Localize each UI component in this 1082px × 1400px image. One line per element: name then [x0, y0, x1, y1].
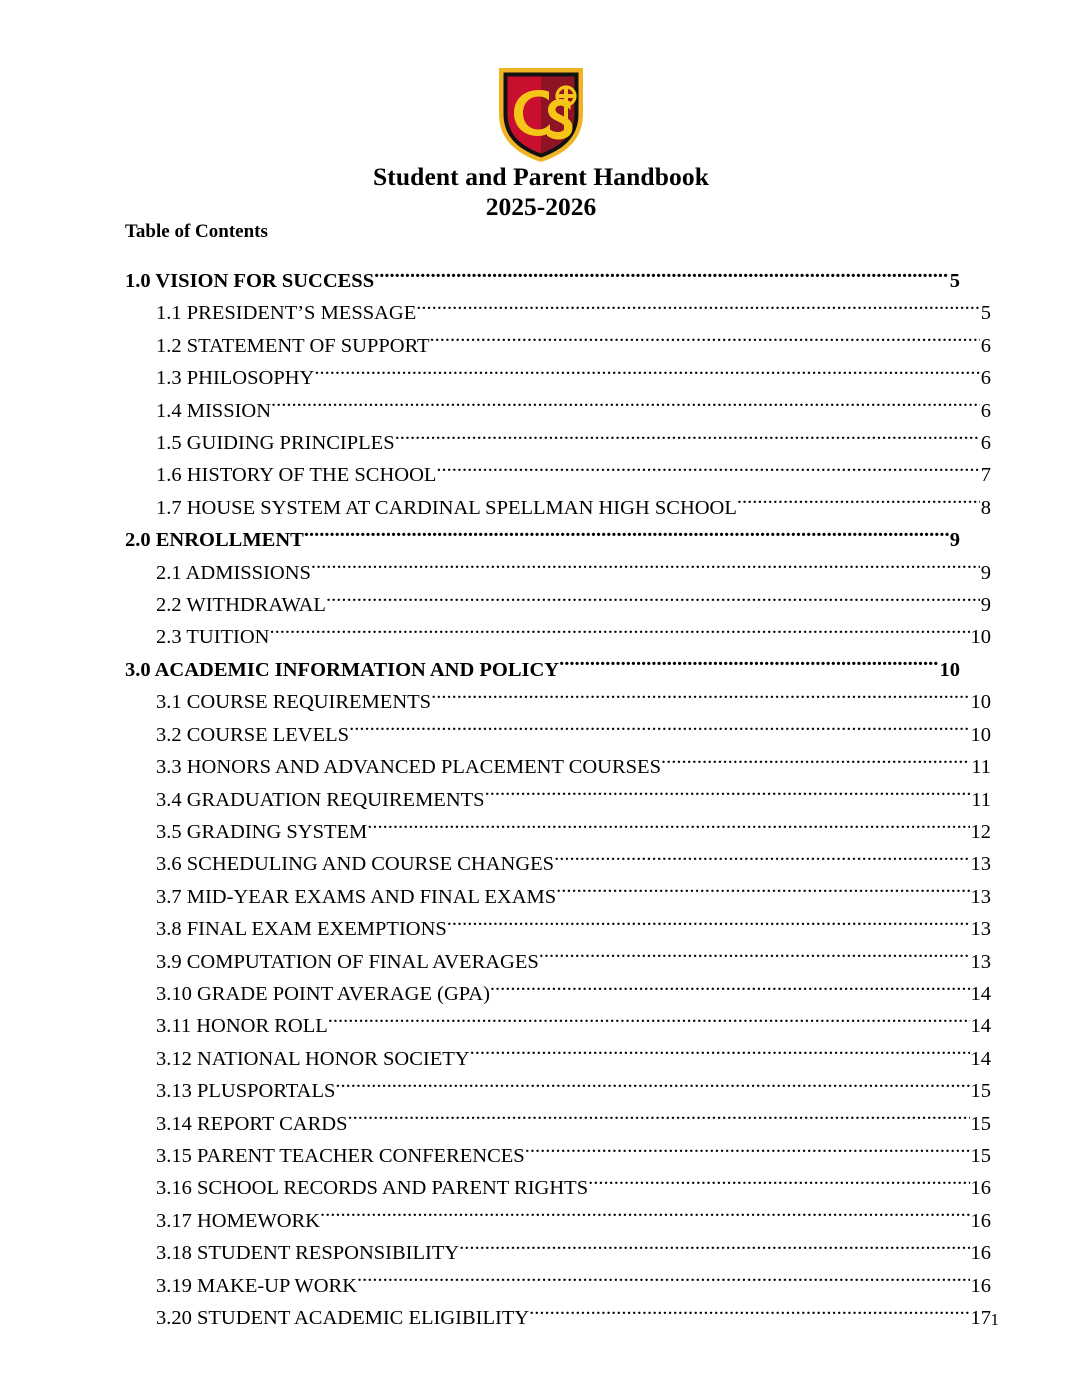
toc-entry-page-number: 9: [949, 529, 960, 552]
toc-entry[interactable]: [125, 1043, 991, 1075]
toc-entry-page-number: 6: [980, 432, 991, 455]
toc-entry-page-number: 14: [970, 1047, 991, 1070]
toc-entry[interactable]: [125, 751, 991, 783]
toc-leader-dots: [347, 1109, 969, 1130]
document-subtitle-school-year: 2025-2026: [485, 192, 597, 221]
toc-entry[interactable]: [125, 784, 991, 816]
toc-entry[interactable]: [125, 297, 991, 329]
toc-leader-dots: [470, 1044, 970, 1065]
toc-entry-page-number: 14: [970, 1015, 991, 1038]
document-title: Student and Parent Handbook: [373, 162, 709, 191]
toc-entry[interactable]: [125, 492, 991, 524]
toc-entry[interactable]: [125, 1172, 991, 1204]
table-of-contents-heading: Table of Contents: [125, 221, 268, 242]
toc-entry[interactable]: [125, 1270, 991, 1302]
toc-entry[interactable]: [125, 719, 991, 751]
toc-leader-dots: [367, 817, 969, 838]
toc-entry-page-number: 5: [980, 302, 991, 325]
toc-leader-dots: [304, 526, 949, 547]
toc-entry-label: 3.16 SCHOOL RECORDS AND PARENT RIGHTS: [156, 1177, 589, 1200]
toc-entry-page-number: 6: [980, 367, 991, 390]
toc-entry-label: 2.0 ENROLLMENT: [125, 529, 304, 552]
toc-entry-label: 3.17 HOMEWORK: [156, 1209, 320, 1232]
toc-leader-dots: [459, 1239, 969, 1260]
toc-entry[interactable]: [125, 654, 960, 686]
toc-leader-dots: [485, 785, 971, 806]
toc-entry[interactable]: [125, 524, 960, 556]
toc-entry-page-number: 5: [949, 270, 960, 292]
toc-entry[interactable]: [125, 946, 991, 978]
toc-entry-page-number: 15: [970, 1144, 991, 1167]
toc-leader-dots: [328, 1012, 970, 1033]
toc-entry-page-number: 12: [970, 820, 991, 843]
toc-entry-label: 3.3 HONORS AND ADVANCED PLACEMENT COURSES: [156, 756, 661, 779]
toc-entry[interactable]: [125, 978, 991, 1010]
toc-entry-label: 3.7 MID-YEAR EXAMS AND FINAL EXAMS: [156, 885, 557, 908]
toc-entry-label: 3.14 REPORT CARDS: [156, 1112, 348, 1135]
toc-entry-label: 3.4 GRADUATION REQUIREMENTS: [156, 788, 485, 811]
toc-entry[interactable]: [125, 459, 991, 491]
cardinal-spellman-shield-logo-icon: [489, 62, 593, 166]
toc-leader-dots: [661, 753, 970, 774]
toc-leader-dots: [335, 1077, 969, 1098]
toc-entry-page-number: 15: [970, 1080, 991, 1103]
toc-leader-dots: [559, 655, 938, 676]
toc-entry-page-number: 17: [970, 1307, 991, 1329]
toc-entry[interactable]: [125, 1140, 991, 1172]
toc-leader-dots: [374, 267, 949, 288]
toc-entry-label: 3.19 MAKE-UP WORK: [156, 1274, 358, 1297]
toc-entry-label: 3.0 ACADEMIC INFORMATION AND POLICY: [125, 658, 560, 681]
toc-entry[interactable]: [125, 848, 991, 880]
toc-entry-label: 1.1 PRESIDENT’S MESSAGE: [156, 302, 417, 325]
toc-leader-dots: [271, 396, 980, 417]
toc-entry-label: 3.11 HONOR ROLL: [156, 1015, 328, 1038]
toc-leader-dots: [270, 623, 970, 644]
toc-entry[interactable]: [125, 395, 991, 427]
toc-entry[interactable]: [125, 881, 991, 913]
toc-entry-page-number: 10: [939, 658, 960, 681]
toc-entry[interactable]: [125, 330, 991, 362]
toc-leader-dots: [539, 947, 970, 968]
toc-entry-label: 1.4 MISSION: [156, 399, 272, 422]
toc-entry[interactable]: [125, 427, 991, 459]
toc-leader-dots: [357, 1271, 969, 1292]
toc-entry-label: 1.7 HOUSE SYSTEM AT CARDINAL SPELLMAN HIGH SCHOOL: [156, 496, 737, 519]
toc-leader-dots: [314, 364, 979, 385]
toc-entry[interactable]: [125, 686, 991, 718]
toc-entry-page-number: 8: [980, 496, 991, 519]
toc-entry-label: 3.12 NATIONAL HONOR SOCIETY: [156, 1047, 470, 1070]
toc-entry-page-number: 13: [970, 853, 991, 876]
toc-entry-label: 3.6 SCHEDULING AND COURSE CHANGES: [156, 853, 555, 876]
toc-entry-label: 1.5 GUIDING PRINCIPLES: [156, 432, 395, 455]
toc-entry-page-number: 11: [971, 788, 991, 811]
toc-entry-label: 3.9 COMPUTATION OF FINAL AVERAGES: [156, 950, 539, 973]
toc-leader-dots: [588, 1174, 969, 1195]
toc-entry-label: 3.15 PARENT TEACHER CONFERENCES: [156, 1144, 525, 1167]
toc-entry-page-number: 9: [980, 594, 991, 617]
toc-entry[interactable]: [125, 265, 960, 297]
toc-entry-page-number: 10: [970, 723, 991, 746]
toc-leader-dots: [431, 688, 969, 709]
toc-entry-label: 1.2 STATEMENT OF SUPPORT: [156, 334, 430, 357]
toc-entry-page-number: 9: [980, 561, 991, 584]
toc-entry[interactable]: [125, 913, 991, 945]
toc-entry-page-number: 13: [970, 950, 991, 973]
toc-leader-dots: [395, 429, 980, 450]
toc-entry[interactable]: [125, 589, 991, 621]
toc-leader-dots: [525, 1141, 970, 1162]
toc-entry-label: 1.0 VISION FOR SUCCESS: [125, 270, 375, 292]
toc-entry[interactable]: [125, 1205, 991, 1237]
toc-entry-label: 3.2 COURSE LEVELS: [156, 723, 350, 746]
toc-entry-page-number: 15: [970, 1112, 991, 1135]
toc-entry-label: 3.20 STUDENT ACADEMIC ELIGIBILITY: [156, 1307, 530, 1329]
toc-entry-page-number: 16: [970, 1177, 991, 1200]
toc-entry-page-number: 16: [970, 1209, 991, 1232]
toc-entry-label: 3.1 COURSE REQUIREMENTS: [156, 691, 432, 714]
toc-entry[interactable]: [125, 1010, 991, 1042]
toc-entry-label: 3.18 STUDENT RESPONSIBILITY: [156, 1242, 460, 1265]
toc-leader-dots: [737, 493, 980, 514]
toc-leader-dots: [320, 1206, 970, 1227]
toc-entry[interactable]: [125, 816, 991, 848]
toc-entry-page-number: 11: [971, 756, 991, 779]
toc-entry-label: 2.3 TUITION: [156, 626, 270, 649]
toc-entry-label: 1.6 HISTORY OF THE SCHOOL: [156, 464, 437, 487]
toc-entry-page-number: 7: [980, 464, 991, 487]
toc-entry[interactable]: [125, 621, 991, 653]
toc-entry-page-number: 13: [970, 885, 991, 908]
toc-entry[interactable]: [125, 557, 991, 589]
toc-entry-label: 3.5 GRADING SYSTEM: [156, 820, 368, 843]
toc-leader-dots: [436, 461, 979, 482]
toc-entry-page-number: 16: [970, 1274, 991, 1297]
toc-entry-label: 2.1 ADMISSIONS: [156, 561, 311, 584]
toc-entry-label: 3.8 FINAL EXAM EXEMPTIONS: [156, 918, 447, 941]
toc-entry[interactable]: [125, 1075, 991, 1107]
toc-entry-page-number: 6: [980, 399, 991, 422]
toc-entry-page-number: 10: [970, 691, 991, 714]
toc-leader-dots: [326, 591, 980, 612]
table-of-contents-list: [125, 265, 991, 1334]
toc-entry-label: 2.2 WITHDRAWAL: [156, 594, 326, 617]
toc-entry-page-number: 13: [970, 918, 991, 941]
toc-entry-label: 3.10 GRADE POINT AVERAGE (GPA): [156, 982, 490, 1005]
toc-entry[interactable]: [125, 362, 991, 394]
toc-leader-dots: [311, 558, 980, 579]
toc-entry-page-number: 6: [980, 334, 991, 357]
toc-leader-dots: [349, 720, 969, 741]
toc-entry-page-number: 14: [970, 982, 991, 1005]
toc-leader-dots: [416, 299, 979, 320]
toc-leader-dots: [556, 882, 969, 903]
school-logo-container: [0, 62, 1082, 166]
toc-entry-label: 3.13 PLUSPORTALS: [156, 1080, 336, 1103]
toc-leader-dots: [447, 915, 970, 936]
footer-page-number: 1: [990, 1310, 999, 1329]
toc-entry[interactable]: [125, 1108, 991, 1140]
toc-leader-dots: [430, 331, 980, 352]
toc-entry-page-number: 10: [970, 626, 991, 649]
toc-entry-page-number: 16: [970, 1242, 991, 1265]
toc-leader-dots: [490, 979, 970, 1000]
toc-entry-label: 1.3 PHILOSOPHY: [156, 367, 315, 390]
toc-entry[interactable]: [125, 1237, 991, 1269]
toc-leader-dots: [554, 850, 969, 871]
